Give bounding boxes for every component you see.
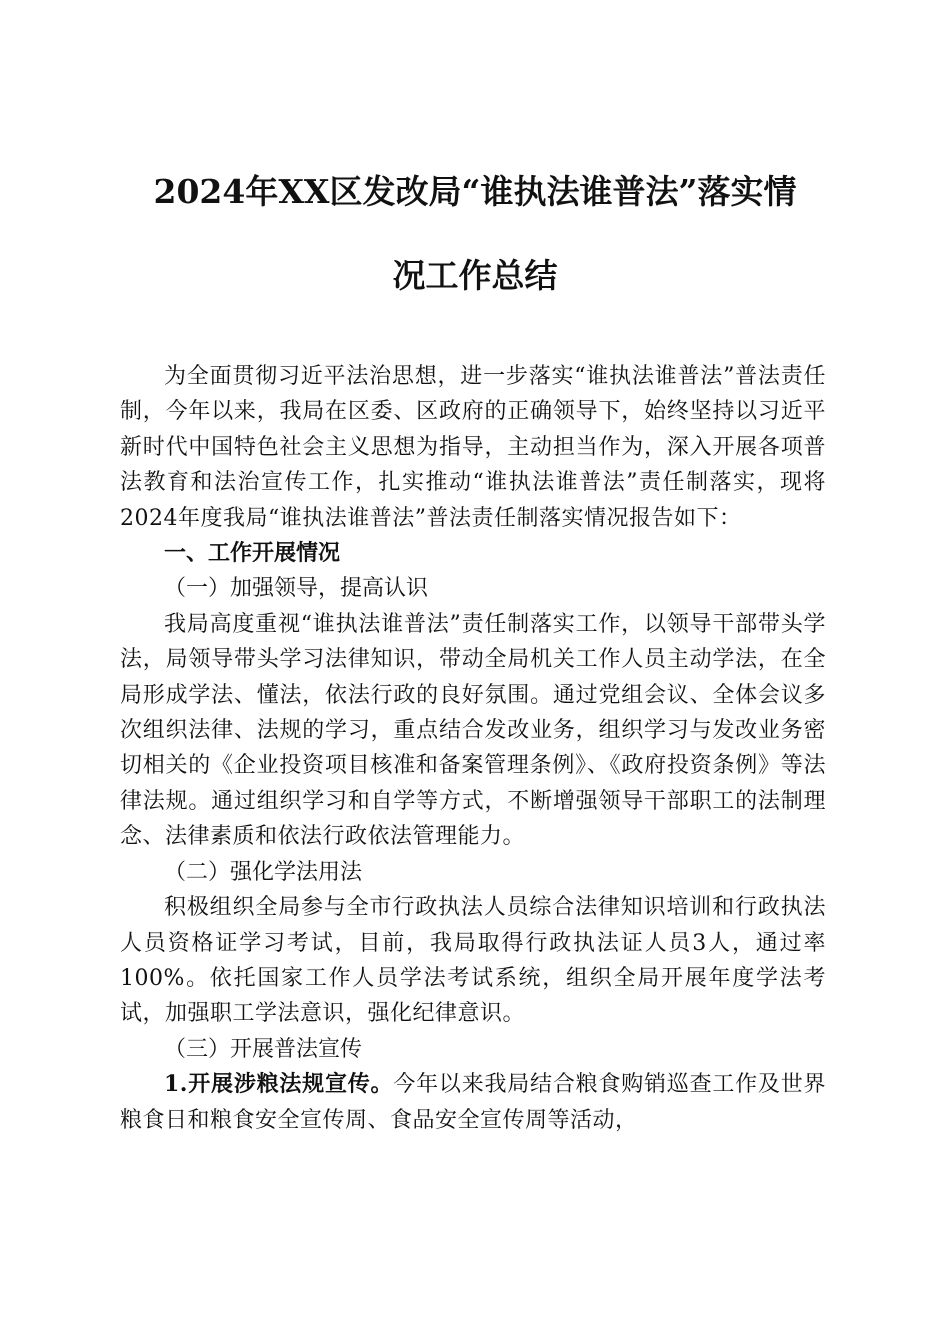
intro-paragraph: 为全面贯彻习近平法治思想，进一步落实“谁执法谁普法”普法责任制，今年以来，我局在区委、区政府的正确领导下，始终坚持以习近平新时代中国特色社会主义思想为指导，主动担当作为，深入开展各项普法教育和法治宣传工作，扎实推动“谁执法谁普法”责任制落实，现将2024年度我局“谁执法谁普法”普法责任制落实情况报告如下： (120, 364, 826, 531)
item-1-lead: 1.开展涉粮法规宣传。 (164, 1071, 394, 1098)
subsection-heading-3: （三）开展普法宣传 (164, 1036, 363, 1062)
document-title (100, 150, 850, 318)
title-line-2: 况工作总结 (392, 256, 558, 295)
subsection-heading-2: （二）强化学法用法 (164, 859, 363, 885)
subsection-1-paragraph: 我局高度重视“谁执法谁普法”责任制落实工作，以领导干部带头学法，局领导带头学习法律知识，带动全局机关工作人员主动学法，在全局形成学法、懂法，依法行政的良好氛围。通过党组会议、全体会议多次组织法律、法规的学习，重点结合发改业务，组织学习与发改业务密切相关的《企业投资项目核准和备案管理条例》、《政府投资条例》等法律法规。通过组织学习和自学等方式，不断增强领导干部职工的法制理念、法律素质和依法行政依法管理能力。 (120, 611, 826, 850)
section-heading-1: 一、工作开展情况 (164, 540, 341, 567)
subsection-heading-1: （一）加强领导，提高认识 (164, 576, 429, 602)
subsection-2-paragraph: 积极组织全局参与全市行政执法人员综合法律知识培训和行政执法人员资格证学习考试，目前，我局取得行政执法证人员3人，通过率100%。依托国家工作人员学法考试系统，组织全局开展年度学法考试，加强职工学法意识，强化纪律意识。 (120, 895, 826, 1027)
item-1-paragraph (120, 1067, 826, 1138)
document-body (120, 359, 826, 1138)
item-1-text: 今年以来我局结合粮食购销巡查工作及世界粮食日和粮食安全宣传周、食品安全宣传周等活动， (120, 1072, 826, 1133)
title-line-1: 2024年XX区发改局“谁执法谁普法”落实情 (153, 172, 797, 211)
